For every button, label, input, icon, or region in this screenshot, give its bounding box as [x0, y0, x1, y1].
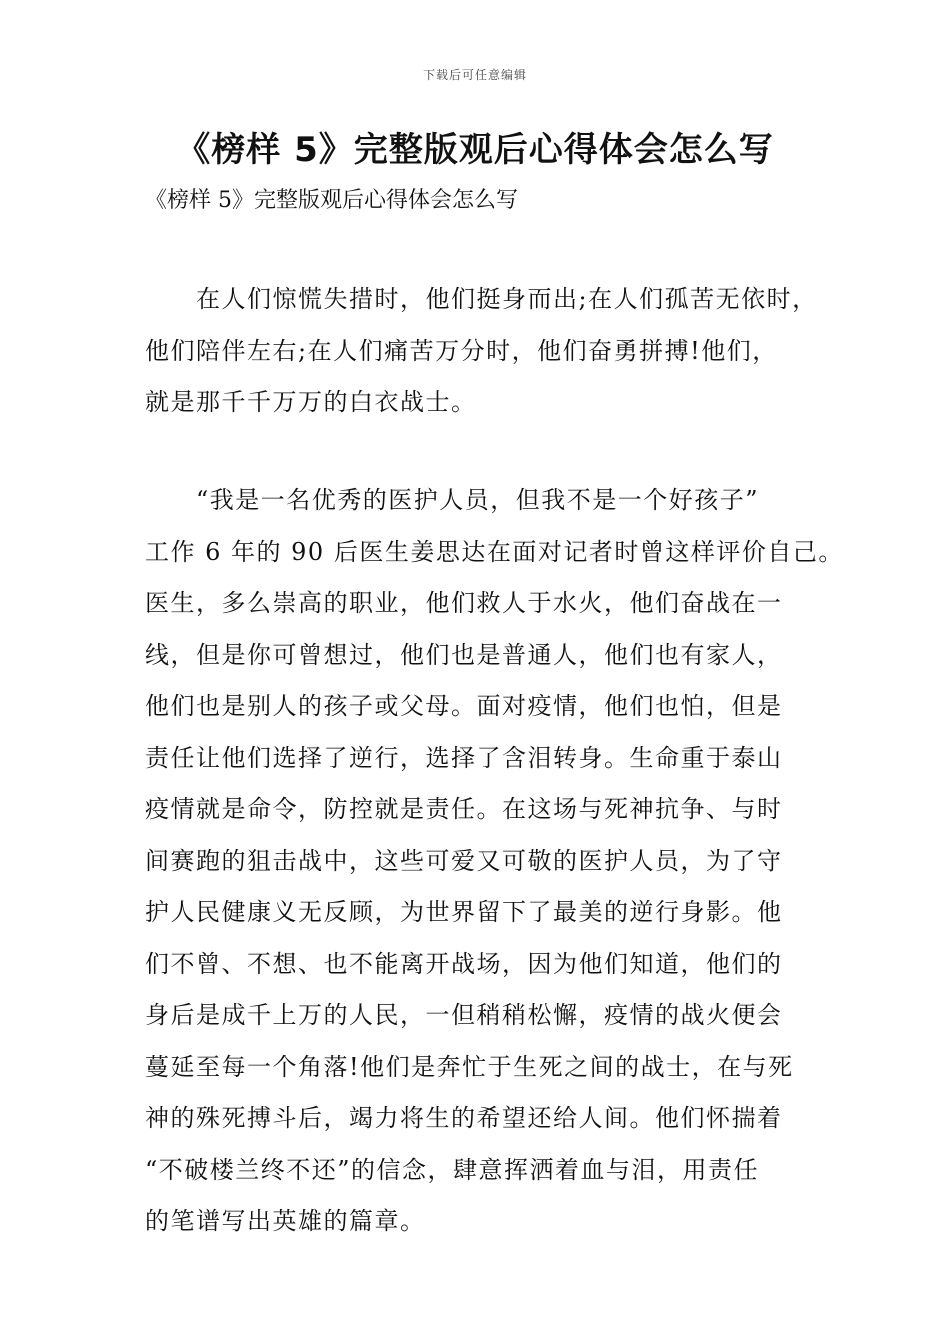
paragraph-line: 疫情就是命令，防控就是责任。在这场与死神抗争、与时: [145, 795, 783, 823]
paragraph-line: 身后是成千上万的人民，一但稍稍松懈，疫情的战火便会: [145, 1001, 783, 1029]
paragraph-line: 们不曾、不想、也不能离开战场，因为他们知道，他们的: [145, 949, 783, 978]
paragraph-line: 间赛跑的狙击战中，这些可爱又可敬的医护人员，为了守: [145, 846, 783, 875]
paragraph-line: 责任让他们选择了逆行，选择了含泪转身。生命重于泰山: [145, 743, 783, 772]
paragraph-line: 工作 6 年的 90 后医生姜思达在面对记者时曾这样评价自己。: [145, 537, 844, 566]
paragraph-line: 在人们惊慌失措时，他们挺身而出;在人们孤苦无依时，: [145, 285, 818, 313]
paragraph-line: “不破楼兰终不还”的信念，肆意挥洒着血与泪，用责任: [145, 1155, 760, 1184]
document-title: 《榜样 5》完整版观后心得体会怎么写: [176, 130, 774, 170]
paragraph-line: 的笔谱写出英雄的篇章。: [145, 1207, 426, 1235]
document-subtitle: 《榜样 5》完整版观后心得体会怎么写: [145, 188, 518, 213]
paragraph-line: 他们陪伴左右;在人们痛苦万分时，他们奋勇拼搏!他们，: [145, 336, 778, 365]
paragraph-line: 医生，多么崇高的职业，他们救人于水火，他们奋战在一: [145, 589, 783, 617]
paragraph-line: 就是那千千万万的白衣战士。: [145, 388, 477, 416]
paragraph-line: 他们也是别人的孩子或父母。面对疫情，他们也怕，但是: [145, 692, 783, 720]
paragraph-line: 蔓延至每一个角落!他们是奔忙于生死之间的战士，在与死: [145, 1052, 794, 1081]
paragraph-line: 线，但是你可曾想过，他们也是普通人，他们也有家人，: [145, 640, 783, 669]
paragraph-line: 护人民健康义无反顾，为世界留下了最美的逆行身影。他: [145, 898, 783, 926]
header-note: 下载后可任意编辑: [422, 68, 527, 82]
paragraph-1: [145, 274, 818, 429]
paragraph-line: “我是一名优秀的医护人员，但我不是一个好孩子”: [145, 486, 760, 514]
paragraph-2: [145, 475, 844, 1248]
paragraph-line: 神的殊死搏斗后，竭力将生的希望还给人间。他们怀揣着: [145, 1104, 783, 1132]
